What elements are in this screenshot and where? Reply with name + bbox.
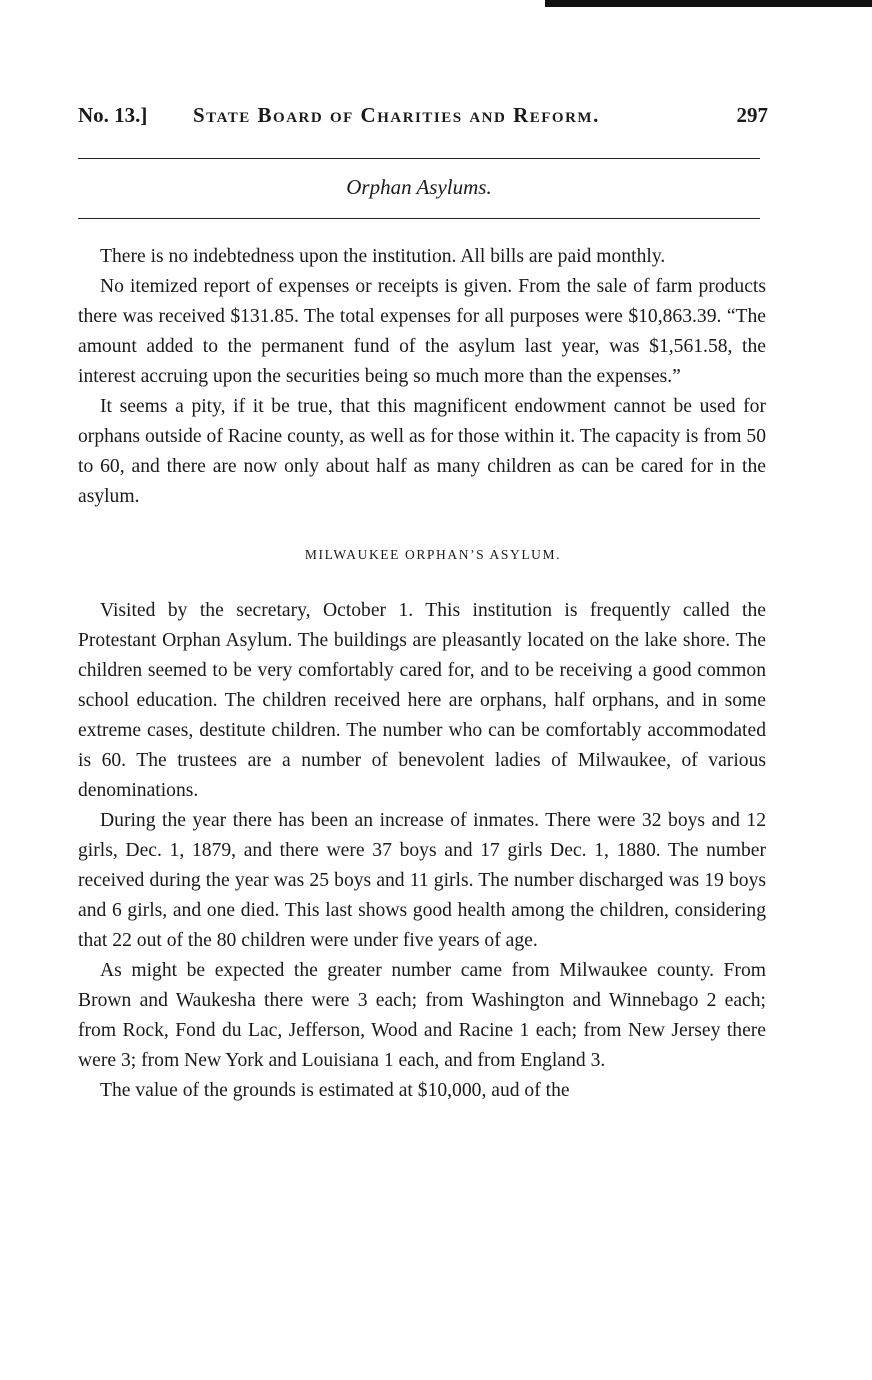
paragraph: As might be expected the greater number came from Milwaukee county. From Brown and Waukesha there were 3 each; from Washington and Winnebago 2 each; from Rock, Fond du Lac, Jefferson, Wood and Racine 1 each; from New Jersey there were 3; from New York and Louisiana 1 each, and from England 3. <box>78 960 766 1071</box>
page-edge-shadow <box>545 0 872 7</box>
body-text <box>78 242 766 1106</box>
paragraph: There is no indebtedness upon the institution. All bills are paid monthly. <box>100 246 666 267</box>
section-title: Orphan Asylums. <box>346 175 492 199</box>
running-header <box>78 103 768 133</box>
paragraph: During the year there has been an increase of inmates. There were 32 boys and 12 girls, Dec. 1, 1879, and there were 37 boys and 17 girls Dec. 1, 1880. The number received during the year was 25 boys and 11 girls. The number discharged was 19 boys and 6 girls, and one died. This last shows good health among the children, considering that 22 out of the 80 children were under five years of age. <box>78 810 766 951</box>
running-title: State Board of Charities and Reform. <box>193 103 600 127</box>
header-rule-bottom <box>78 218 760 219</box>
header-rule-top <box>78 158 760 159</box>
document-number: No. 13.] <box>78 103 148 127</box>
page-number: 297 <box>736 103 768 127</box>
subheading: MILWAUKEE ORPHAN’S ASYLUM. <box>304 547 562 562</box>
paragraph: It seems a pity, if it be true, that this magnificent endowment cannot be used for orphans outside of Racine county, as well as for those within it. The capacity is from 50 to 60, and there are now only about half as many children as can be cared for in the asylum. <box>78 396 766 507</box>
paragraph: The value of the grounds is estimated at $10,000, aud of the <box>100 1080 570 1101</box>
paragraph: Visited by the secretary, October 1. This institution is frequently called the Protestant Orphan Asylum. The buildings are pleasantly located on the lake shore. The children seemed to be very comfortably cared for, and to be receiving a good common school education. The children received here are orphans, half orphans, and in some extreme cases, destitute children. The number who can be comfortably accommodated is 60. The trustees are a number of benevolent ladies of Milwaukee, of various denominations. <box>78 600 766 801</box>
paragraph: No itemized report of expenses or receipts is given. From the sale of farm products there was received $131.85. The total expenses for all purposes were $10,863.39. “The amount added to the permanent fund of the asylum last year, was $1,561.58, the interest accruing upon the securities being so much more than the expenses.” <box>78 276 766 387</box>
